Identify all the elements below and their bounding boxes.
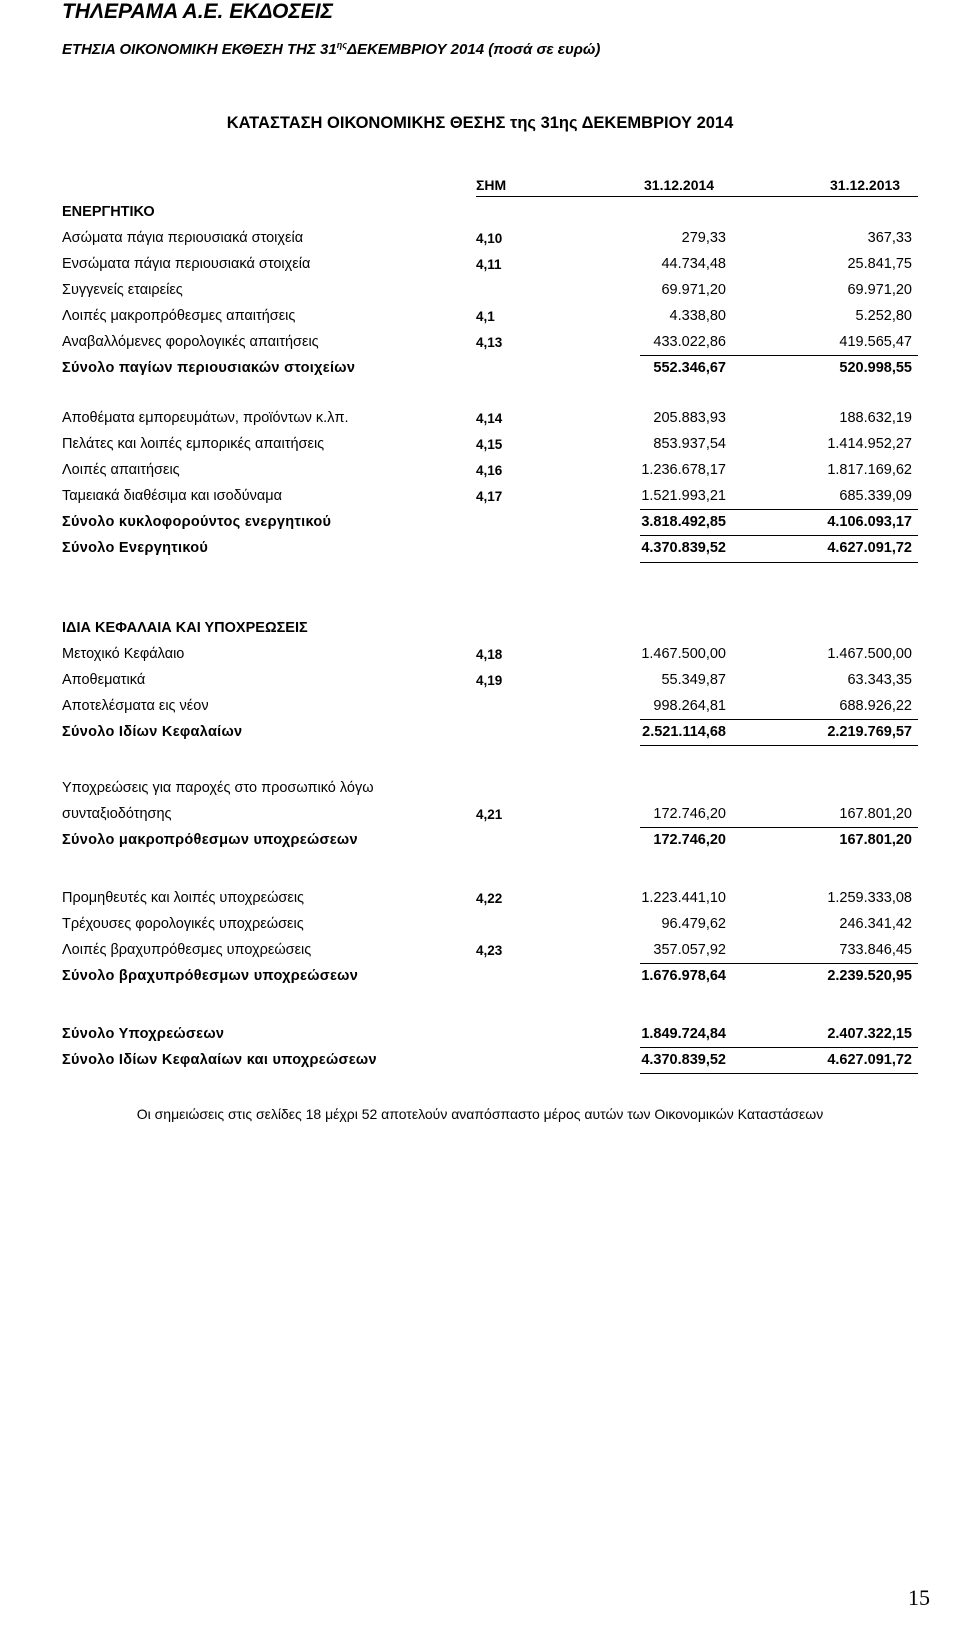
table-row xyxy=(62,334,918,354)
row-label: Τρέχουσες φορολογικές υποχρεώσεις xyxy=(62,916,304,932)
subtotal-underline xyxy=(640,745,918,746)
row-label: Αναβαλλόμενες φορολογικές απαιτήσεις xyxy=(62,334,319,350)
row-note: 4,10 xyxy=(476,231,503,246)
row-label: Αποθέματα εμπορευμάτων, προϊόντων κ.λπ. xyxy=(62,410,349,426)
row-label: Λοιπές βραχυπρόθεσμες υποχρεώσεις xyxy=(62,942,312,958)
table-row-total xyxy=(62,832,918,852)
table-row xyxy=(62,698,918,718)
row-value-2014: 1.467.500,00 xyxy=(641,646,726,662)
table-row-total xyxy=(62,540,918,560)
table-row-total xyxy=(62,1052,918,1072)
row-value-2014: 1.236.678,17 xyxy=(641,462,726,478)
row-value-2013: 419.565,47 xyxy=(839,334,912,350)
column-header-note: ΣΗΜ xyxy=(476,177,507,193)
company-name: ΤΗΛΕΡΑΜΑ Α.Ε. ΕΚΔΟΣΕΙΣ xyxy=(62,0,334,23)
row-value-2014: 357.057,92 xyxy=(653,942,726,958)
subtotal-underline xyxy=(640,963,918,964)
table-row xyxy=(62,890,918,910)
row-value-2014: 3.818.492,85 xyxy=(641,514,726,530)
row-label: Ασώματα πάγια περιουσιακά στοιχεία xyxy=(62,230,304,246)
row-note: 4,14 xyxy=(476,411,503,426)
table-row xyxy=(62,806,918,826)
subtotal-underline xyxy=(640,827,918,828)
row-value-2013: 1.467.500,00 xyxy=(827,646,912,662)
table-row-total xyxy=(62,360,918,380)
row-note: 4,19 xyxy=(476,673,503,688)
row-value-2014: 1.676.978,64 xyxy=(641,968,726,984)
row-value-2014: 552.346,67 xyxy=(653,360,726,376)
row-value-2014: 69.971,20 xyxy=(661,282,726,298)
row-label: Αποθεματικά xyxy=(62,672,146,688)
subtotal-underline xyxy=(640,509,918,510)
table-row-total xyxy=(62,968,918,988)
subtitle-part1: ΕΤΗΣΙΑ ΟΙΚΟΝΟΜΙΚΗ ΕΚΘΕΣΗ ΤΗΣ 31 xyxy=(62,41,337,58)
table-row xyxy=(62,488,918,508)
row-label: Αποτελέσματα εις νέον xyxy=(62,698,209,714)
column-header-2014: 31.12.2014 xyxy=(644,177,715,193)
row-value-2013: 25.841,75 xyxy=(847,256,912,272)
row-value-2014: 4.338,80 xyxy=(669,308,726,324)
row-value-2014: 998.264,81 xyxy=(653,698,726,714)
column-header-2013: 31.12.2013 xyxy=(830,177,901,193)
row-value-2013: 2.239.520,95 xyxy=(827,968,912,984)
row-value-2013: 2.219.769,57 xyxy=(827,724,912,740)
row-value-2013: 188.632,19 xyxy=(839,410,912,426)
row-value-2014: 4.370.839,52 xyxy=(641,540,726,556)
table-row-total xyxy=(62,514,918,534)
table-row xyxy=(62,308,918,328)
row-value-2014: 279,33 xyxy=(681,230,726,246)
row-value-2014: 172.746,20 xyxy=(653,806,726,822)
row-value-2014: 4.370.839,52 xyxy=(641,1052,726,1068)
row-value-2014: 1.849.724,84 xyxy=(641,1026,726,1042)
row-value-2014: 853.937,54 xyxy=(653,436,726,452)
table-row xyxy=(62,230,918,250)
table-row xyxy=(62,436,918,456)
subtotal-underline xyxy=(640,355,918,356)
table-row xyxy=(62,410,918,430)
row-label: Σύνολο Υποχρεώσεων xyxy=(62,1026,225,1042)
row-label: Λοιπές μακροπρόθεσμες απαιτήσεις xyxy=(62,308,296,324)
row-note: 4,16 xyxy=(476,463,503,478)
table-row xyxy=(62,646,918,666)
table-row-total xyxy=(62,1026,918,1046)
table-row xyxy=(62,282,918,302)
row-note: 4,23 xyxy=(476,943,503,958)
row-label: Μετοχικό Κεφάλαιο xyxy=(62,646,185,662)
row-label: συνταξιοδότησης xyxy=(62,806,172,822)
subtotal-underline xyxy=(640,1047,918,1048)
row-note: 4,17 xyxy=(476,489,503,504)
footnote: Οι σημειώσεις στις σελίδες 18 μέχρι 52 αποτελούν αναπόσπαστο μέρος αυτών των Οικονομικών Καταστάσεων xyxy=(136,1106,824,1122)
row-label: Υποχρεώσεις για παροχές στο προσωπικό λόγω xyxy=(62,780,374,796)
table-row-label-line xyxy=(62,780,918,800)
row-value-2014: 172.746,20 xyxy=(653,832,726,848)
subtotal-underline xyxy=(640,535,918,536)
row-value-2013: 69.971,20 xyxy=(847,282,912,298)
row-value-2013: 63.343,35 xyxy=(847,672,912,688)
row-note: 4,13 xyxy=(476,335,503,350)
row-label: Σύνολο μακροπρόθεσμων υποχρεώσεων xyxy=(62,832,358,848)
row-value-2013: 733.846,45 xyxy=(839,942,912,958)
row-value-2013: 167.801,20 xyxy=(839,832,912,848)
page-number: 15 xyxy=(908,1585,930,1610)
table-row xyxy=(62,916,918,936)
header-underline xyxy=(476,196,918,197)
row-label: Σύνολο κυκλοφορούντος ενεργητικού xyxy=(62,514,332,530)
row-value-2013: 520.998,55 xyxy=(839,360,912,376)
row-label: Λοιπές απαιτήσεις xyxy=(62,462,180,478)
row-label: Ταμειακά διαθέσιμα και ισοδύναμα xyxy=(62,488,283,504)
row-note: 4,22 xyxy=(476,891,503,906)
row-label: Σύνολο Ιδίων Κεφαλαίων xyxy=(62,724,243,740)
row-label: Σύνολο παγίων περιουσιακών στοιχείων xyxy=(62,360,356,376)
row-note: 4,21 xyxy=(476,807,503,822)
row-value-2013: 167.801,20 xyxy=(839,806,912,822)
table-row xyxy=(62,256,918,276)
row-value-2014: 433.022,86 xyxy=(653,334,726,350)
subtitle-superscript: ης xyxy=(336,40,348,50)
row-value-2013: 688.926,22 xyxy=(839,698,912,714)
row-value-2013: 4.627.091,72 xyxy=(827,1052,912,1068)
total-double-underline xyxy=(640,562,918,563)
row-label: Συγγενείς εταιρείες xyxy=(62,282,183,298)
total-double-underline xyxy=(640,1073,918,1074)
row-label: Σύνολο βραχυπρόθεσμων υποχρεώσεων xyxy=(62,968,359,984)
assets-heading: ΕΝΕΡΓΗΤΙΚΟ xyxy=(62,204,155,220)
row-value-2013: 1.414.952,27 xyxy=(827,436,912,452)
row-note: 4,1 xyxy=(476,309,495,324)
row-note: 4,18 xyxy=(476,647,503,662)
row-label: Προμηθευτές και λοιπές υποχρεώσεις xyxy=(62,890,305,906)
subtitle-part2: ΔΕΚΕΜΒΡΙΟΥ 2014 (ποσά σε ευρώ) xyxy=(347,41,601,58)
row-value-2013: 685.339,09 xyxy=(839,488,912,504)
table-row-total xyxy=(62,724,918,744)
row-value-2014: 96.479,62 xyxy=(661,916,726,932)
row-value-2013: 4.627.091,72 xyxy=(827,540,912,556)
row-value-2013: 1.817.169,62 xyxy=(827,462,912,478)
row-value-2013: 4.106.093,17 xyxy=(827,514,912,530)
equity-liabilities-heading: ΙΔΙΑ ΚΕΦΑΛΑΙΑ ΚΑΙ ΥΠΟΧΡΕΩΣΕΙΣ xyxy=(62,620,308,636)
row-label: Σύνολο Ιδίων Κεφαλαίων και υποχρεώσεων xyxy=(62,1052,377,1068)
subtotal-underline xyxy=(640,719,918,720)
row-value-2014: 55.349,87 xyxy=(661,672,726,688)
row-value-2014: 2.521.114,68 xyxy=(642,724,726,740)
row-value-2013: 246.341,42 xyxy=(839,916,912,932)
row-label: Σύνολο Ενεργητικού xyxy=(62,540,209,556)
table-row xyxy=(62,462,918,482)
table-row xyxy=(62,942,918,962)
row-value-2013: 2.407.322,15 xyxy=(827,1026,912,1042)
row-value-2014: 205.883,93 xyxy=(653,410,726,426)
row-value-2014: 1.521.993,21 xyxy=(641,488,726,504)
row-value-2013: 5.252,80 xyxy=(855,308,912,324)
statement-title: ΚΑΤΑΣΤΑΣΗ ΟΙΚΟΝΟΜΙΚΗΣ ΘΕΣΗΣ της 31ης ΔΕΚΕΜΒΡΙΟΥ 2014 xyxy=(226,114,734,132)
row-value-2013: 1.259.333,08 xyxy=(827,890,912,906)
row-value-2014: 1.223.441,10 xyxy=(641,890,726,906)
row-note: 4,15 xyxy=(476,437,503,452)
table-row xyxy=(62,672,918,692)
row-label: Πελάτες και λοιπές εμπορικές απαιτήσεις xyxy=(62,436,325,452)
row-value-2013: 367,33 xyxy=(867,230,912,246)
row-label: Ενσώματα πάγια περιουσιακά στοιχεία xyxy=(62,256,311,272)
row-note: 4,11 xyxy=(476,257,502,272)
row-value-2014: 44.734,48 xyxy=(661,256,726,272)
report-subtitle xyxy=(62,40,600,58)
